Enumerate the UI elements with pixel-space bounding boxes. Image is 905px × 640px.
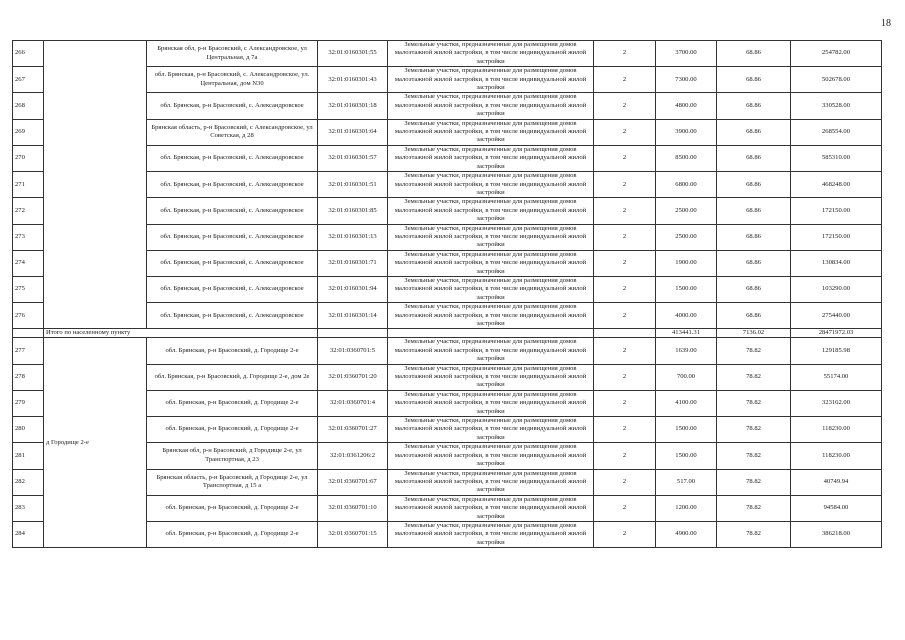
area-cell: 517.00 <box>656 469 717 495</box>
address-cell: Брянская обл, р-н Брасовский, с Александровское, ул Центральная, д 7а <box>147 41 318 67</box>
category-cell: 2 <box>594 198 656 224</box>
cadastral-value-cell: 40749.94 <box>791 469 882 495</box>
address-cell: Брянская обл, р-н Брасовский, д Городище 2-е, ул Транспортная, д 23 <box>147 443 318 469</box>
permitted-use-cell: Земельные участки, предназначенные для размещения домов малоэтажной жилой застройки, в том числе индивидуальной жилой застройки <box>388 338 594 364</box>
area-cell: 1500.00 <box>656 443 717 469</box>
area-cell: 700.00 <box>656 364 717 390</box>
row-number: 268 <box>13 93 44 119</box>
row-number: 277 <box>13 338 44 364</box>
permitted-use-cell: Земельные участки, предназначенные для размещения домов малоэтажной жилой застройки, в том числе индивидуальной жилой застройки <box>388 495 594 521</box>
subtotal-value: 28471972.03 <box>791 329 882 338</box>
row-number: 270 <box>13 145 44 171</box>
cadastral-value-cell: 275440.00 <box>791 303 882 329</box>
cadastral-number-cell: 32:01:0160301:18 <box>318 93 388 119</box>
permitted-use-cell: Земельные участки, предназначенные для размещения домов малоэтажной жилой застройки, в том числе индивидуальной жилой застройки <box>388 67 594 93</box>
category-cell: 2 <box>594 303 656 329</box>
area-cell: 7300.00 <box>656 67 717 93</box>
subtotal-spacer <box>594 329 656 338</box>
area-cell: 3900.00 <box>656 119 717 145</box>
permitted-use-cell: Земельные участки, предназначенные для размещения домов малоэтажной жилой застройки, в том числе индивидуальной жилой застройки <box>388 276 594 302</box>
address-cell: Брянская область, р-н Брасовский, д Городище 2-е, ул Транспортная, д 15 а <box>147 469 318 495</box>
cadastral-number-cell: 32:01:0160301:14 <box>318 303 388 329</box>
cadastral-number-cell: 32:01:0360701:67 <box>318 469 388 495</box>
cadastral-value-cell: 103290.00 <box>791 276 882 302</box>
row-number: 278 <box>13 364 44 390</box>
address-cell: обл. Брянская, р-н Брасовский, д. Городище 2-е <box>147 390 318 416</box>
address-cell: обл. Брянская, р-н Брасовский, с. Александровское <box>147 250 318 276</box>
area-cell: 1639.00 <box>656 338 717 364</box>
category-cell: 2 <box>594 390 656 416</box>
cadastral-number-cell: 32:01:0160301:64 <box>318 119 388 145</box>
address-cell: обл. Брянская, р-н Брасовский, с. Александровское <box>147 303 318 329</box>
address-cell: обл. Брянская, р-н Брасовский, с. Александровское <box>147 172 318 198</box>
category-cell: 2 <box>594 250 656 276</box>
permitted-use-cell: Земельные участки, предназначенные для размещения домов малоэтажной жилой застройки, в том числе индивидуальной жилой застройки <box>388 390 594 416</box>
row-number: 273 <box>13 224 44 250</box>
table-body <box>13 41 882 548</box>
area-cell: 1200.00 <box>656 495 717 521</box>
subtotal-spacer <box>388 329 594 338</box>
cadastral-value-cell: 129185.98 <box>791 338 882 364</box>
subtotal-area: 413441.31 <box>656 329 717 338</box>
permitted-use-cell: Земельные участки, предназначенные для размещения домов малоэтажной жилой застройки, в том числе индивидуальной жилой застройки <box>388 224 594 250</box>
category-cell: 2 <box>594 364 656 390</box>
locality-name <box>44 41 147 329</box>
category-cell: 2 <box>594 119 656 145</box>
permitted-use-cell: Земельные участки, предназначенные для размещения домов малоэтажной жилой застройки, в том числе индивидуальной жилой застройки <box>388 443 594 469</box>
specific-value-cell: 78.82 <box>717 338 791 364</box>
specific-value-cell: 68.86 <box>717 41 791 67</box>
table-row <box>13 338 882 364</box>
area-cell: 1500.00 <box>656 417 717 443</box>
row-number: 284 <box>13 521 44 547</box>
cadastral-number-cell: 32:01:0160301:13 <box>318 224 388 250</box>
row-number: 283 <box>13 495 44 521</box>
subtotal-label: Итого по населенному пункту <box>44 329 318 338</box>
cadastral-number-cell: 32:01:0160301:57 <box>318 145 388 171</box>
address-cell: обл. Брянская, р-н Брасовский, д. Городище 2-е <box>147 521 318 547</box>
address-cell: обл. Брянская, р-н Брасовский, с. Александровское <box>147 224 318 250</box>
row-number: 267 <box>13 67 44 93</box>
row-number: 269 <box>13 119 44 145</box>
address-cell: обл. Брянская, р-н Брасовский, д. Городище 2-е <box>147 417 318 443</box>
cadastral-number-cell: 32:01:0360701:10 <box>318 495 388 521</box>
specific-value-cell: 68.86 <box>717 224 791 250</box>
specific-value-cell: 68.86 <box>717 67 791 93</box>
cadastral-value-cell: 118230.00 <box>791 443 882 469</box>
cadastral-number-cell: 32:01:0160301:55 <box>318 41 388 67</box>
specific-value-cell: 68.86 <box>717 303 791 329</box>
cadastral-value-cell: 254782.00 <box>791 41 882 67</box>
category-cell: 2 <box>594 276 656 302</box>
cadastral-value-cell: 386218.00 <box>791 521 882 547</box>
cadastral-value-cell: 268554.00 <box>791 119 882 145</box>
subtotal-spacer <box>13 329 44 338</box>
permitted-use-cell: Земельные участки, предназначенные для размещения домов малоэтажной жилой застройки, в том числе индивидуальной жилой застройки <box>388 364 594 390</box>
cadastral-number-cell: 32:01:0160301:51 <box>318 172 388 198</box>
address-cell: обл. Брянская, р-н Брасовский, с. Александровское <box>147 145 318 171</box>
specific-value-cell: 68.86 <box>717 198 791 224</box>
permitted-use-cell: Земельные участки, предназначенные для размещения домов малоэтажной жилой застройки, в том числе индивидуальной жилой застройки <box>388 145 594 171</box>
cadastral-value-cell: 172150.00 <box>791 224 882 250</box>
row-number: 274 <box>13 250 44 276</box>
cadastral-value-cell: 502678.00 <box>791 67 882 93</box>
category-cell: 2 <box>594 338 656 364</box>
cadastral-value-cell: 130834.00 <box>791 250 882 276</box>
specific-value-cell: 78.82 <box>717 364 791 390</box>
specific-value-cell: 78.82 <box>717 443 791 469</box>
category-cell: 2 <box>594 443 656 469</box>
area-cell: 4900.00 <box>656 521 717 547</box>
address-cell: обл. Брянская, р-н Брасовский, д. Городище 2-е <box>147 495 318 521</box>
specific-value-cell: 78.82 <box>717 390 791 416</box>
subtotal-spacer <box>318 329 388 338</box>
category-cell: 2 <box>594 417 656 443</box>
specific-value-cell: 78.82 <box>717 469 791 495</box>
cadastral-number-cell: 32:01:0160301:94 <box>318 276 388 302</box>
category-cell: 2 <box>594 145 656 171</box>
table-row <box>13 41 882 67</box>
category-cell: 2 <box>594 495 656 521</box>
row-number: 282 <box>13 469 44 495</box>
cadastral-number-cell: 32:01:0160301:85 <box>318 198 388 224</box>
area-cell: 6800.00 <box>656 172 717 198</box>
row-number: 266 <box>13 41 44 67</box>
cadastral-value-cell: 585310.00 <box>791 145 882 171</box>
address-cell: обл. Брянская, р-н Брасовский, д. Городище 2-е <box>147 338 318 364</box>
category-cell: 2 <box>594 521 656 547</box>
specific-value-cell: 68.86 <box>717 172 791 198</box>
address-cell: обл. Брянская, р-н Брасовский, с. Александровское <box>147 276 318 302</box>
cadastral-value-cell: 330528.00 <box>791 93 882 119</box>
permitted-use-cell: Земельные участки, предназначенные для размещения домов малоэтажной жилой застройки, в том числе индивидуальной жилой застройки <box>388 303 594 329</box>
subtotal-rate: 7136.02 <box>717 329 791 338</box>
cadastral-number-cell: 32:01:0360701:15 <box>318 521 388 547</box>
cadastral-number-cell: 32:01:0360701:27 <box>318 417 388 443</box>
specific-value-cell: 78.82 <box>717 521 791 547</box>
land-registry-table <box>12 40 882 548</box>
permitted-use-cell: Земельные участки, предназначенные для размещения домов малоэтажной жилой застройки, в том числе индивидуальной жилой застройки <box>388 172 594 198</box>
cadastral-number-cell: 32:01:0361206:2 <box>318 443 388 469</box>
cadastral-value-cell: 468248.00 <box>791 172 882 198</box>
area-cell: 4100.00 <box>656 390 717 416</box>
permitted-use-cell: Земельные участки, предназначенные для размещения домов малоэтажной жилой застройки, в том числе индивидуальной жилой застройки <box>388 41 594 67</box>
cadastral-number-cell: 32:01:0360701:4 <box>318 390 388 416</box>
permitted-use-cell: Земельные участки, предназначенные для размещения домов малоэтажной жилой застройки, в том числе индивидуальной жилой застройки <box>388 469 594 495</box>
address-cell: обл. Брянская, р-н Брасовский, с. Александровское, ул. Центральная, дом N30 <box>147 67 318 93</box>
permitted-use-cell: Земельные участки, предназначенные для размещения домов малоэтажной жилой застройки, в том числе индивидуальной жилой застройки <box>388 250 594 276</box>
category-cell: 2 <box>594 172 656 198</box>
category-cell: 2 <box>594 41 656 67</box>
cadastral-value-cell: 94584.00 <box>791 495 882 521</box>
cadastral-number-cell: 32:01:0160301:71 <box>318 250 388 276</box>
cadastral-value-cell: 118230.00 <box>791 417 882 443</box>
area-cell: 1500.00 <box>656 276 717 302</box>
category-cell: 2 <box>594 469 656 495</box>
area-cell: 4800.00 <box>656 93 717 119</box>
specific-value-cell: 68.86 <box>717 276 791 302</box>
address-cell: обл. Брянская, р-н Брасовский, с. Александровское <box>147 93 318 119</box>
cadastral-value-cell: 55174.00 <box>791 364 882 390</box>
category-cell: 2 <box>594 93 656 119</box>
address-cell: обл. Брянская, р-н Брасовский, с. Александровское <box>147 198 318 224</box>
cadastral-number-cell: 32:01:0360701:20 <box>318 364 388 390</box>
row-number: 281 <box>13 443 44 469</box>
area-cell: 2500.00 <box>656 198 717 224</box>
permitted-use-cell: Земельные участки, предназначенные для размещения домов малоэтажной жилой застройки, в том числе индивидуальной жилой застройки <box>388 93 594 119</box>
specific-value-cell: 68.86 <box>717 250 791 276</box>
category-cell: 2 <box>594 224 656 250</box>
area-cell: 4000.00 <box>656 303 717 329</box>
specific-value-cell: 68.86 <box>717 145 791 171</box>
area-cell: 2500.00 <box>656 224 717 250</box>
address-cell: обл. Брянская, р-н Брасовский, д. Городище 2-е, дом 2е <box>147 364 318 390</box>
address-cell: Брянская область, р-н Брасовский, с Александровское, ул Советская, д 28 <box>147 119 318 145</box>
area-cell: 1900.00 <box>656 250 717 276</box>
specific-value-cell: 68.86 <box>717 93 791 119</box>
category-cell: 2 <box>594 67 656 93</box>
cadastral-value-cell: 323162.00 <box>791 390 882 416</box>
area-cell: 3700.00 <box>656 41 717 67</box>
cadastral-value-cell: 172150.00 <box>791 198 882 224</box>
cadastral-number-cell: 32:01:0160301:43 <box>318 67 388 93</box>
row-number: 271 <box>13 172 44 198</box>
area-cell: 8500.00 <box>656 145 717 171</box>
locality-name: д Городище 2-е <box>44 338 147 548</box>
permitted-use-cell: Земельные участки, предназначенные для размещения домов малоэтажной жилой застройки, в том числе индивидуальной жилой застройки <box>388 521 594 547</box>
row-number: 280 <box>13 417 44 443</box>
cadastral-number-cell: 32:01:0360701:5 <box>318 338 388 364</box>
permitted-use-cell: Земельные участки, предназначенные для размещения домов малоэтажной жилой застройки, в том числе индивидуальной жилой застройки <box>388 198 594 224</box>
specific-value-cell: 68.86 <box>717 119 791 145</box>
specific-value-cell: 78.82 <box>717 417 791 443</box>
subtotal-row <box>13 329 882 338</box>
permitted-use-cell: Земельные участки, предназначенные для размещения домов малоэтажной жилой застройки, в том числе индивидуальной жилой застройки <box>388 417 594 443</box>
permitted-use-cell: Земельные участки, предназначенные для размещения домов малоэтажной жилой застройки, в том числе индивидуальной жилой застройки <box>388 119 594 145</box>
row-number: 275 <box>13 276 44 302</box>
specific-value-cell: 78.82 <box>717 495 791 521</box>
page-number: 18 <box>881 18 891 29</box>
row-number: 279 <box>13 390 44 416</box>
row-number: 272 <box>13 198 44 224</box>
row-number: 276 <box>13 303 44 329</box>
